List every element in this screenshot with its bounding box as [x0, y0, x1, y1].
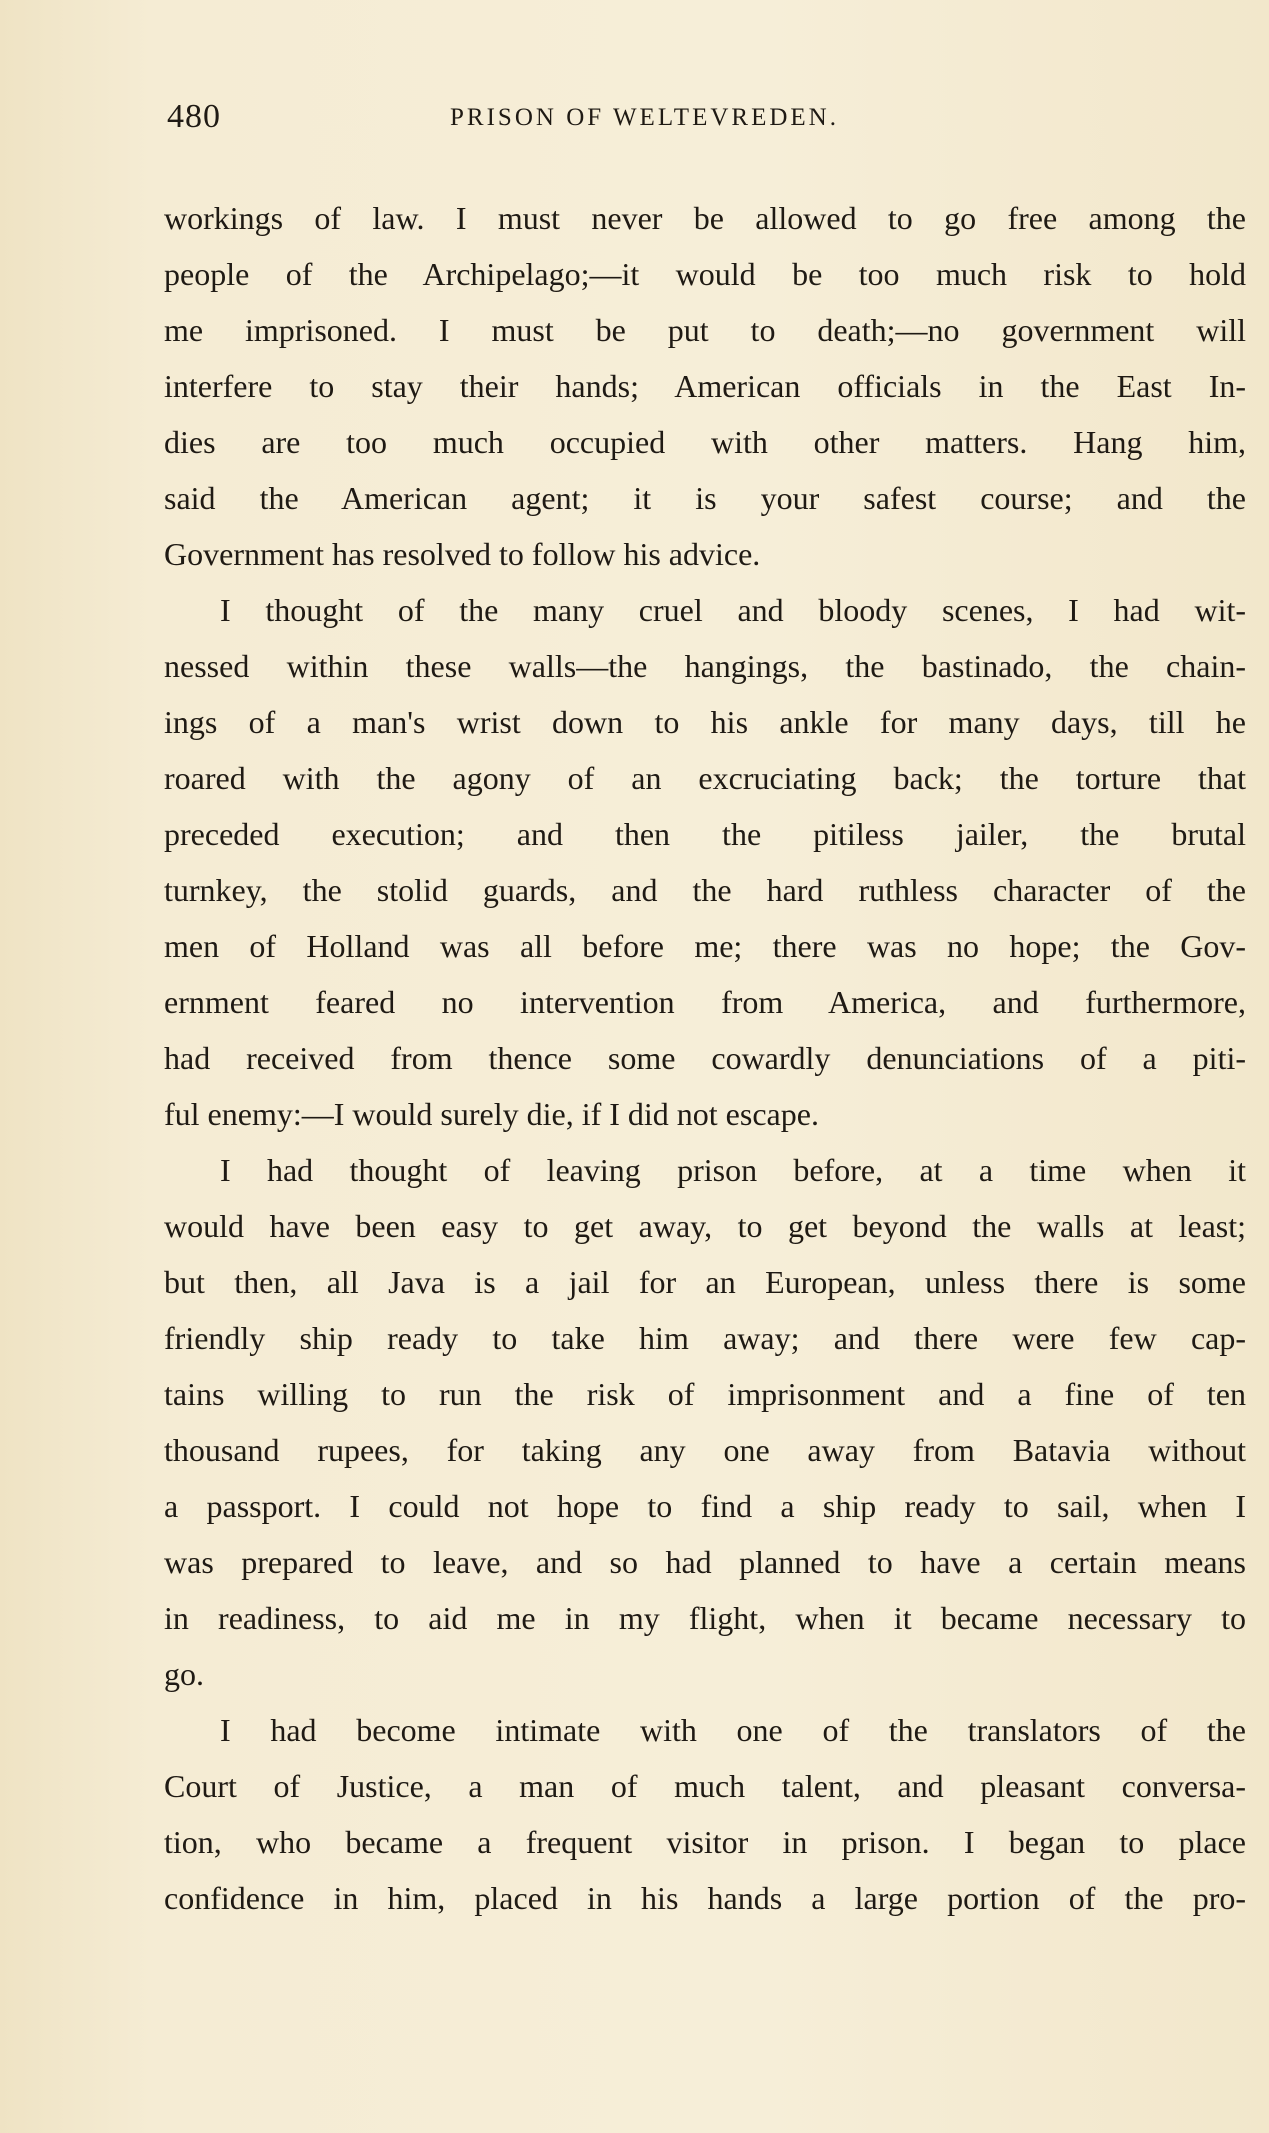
text-line: ernment feared no intervention from America, and furthermore, — [164, 984, 1246, 1020]
text-line: had received from thence some cowardly denunciations of a piti- — [164, 1040, 1246, 1076]
text-line: nessed within these walls—the hangings, the bastinado, the chain- — [164, 648, 1246, 684]
text-line: interfere to stay their hands; American officials in the East In- — [164, 368, 1246, 404]
text-line: dies are too much occupied with other matters. Hang him, — [164, 424, 1246, 460]
page-header — [167, 98, 1242, 148]
text-line: I had become intimate with one of the translators of the — [220, 1712, 1246, 1748]
text-line: me imprisoned. I must be put to death;—no government will — [164, 312, 1246, 348]
text-line: I thought of the many cruel and bloody scenes, I had wit- — [220, 592, 1246, 628]
text-line: a passport. I could not hope to find a ship ready to sail, when I — [164, 1488, 1246, 1524]
text-line: tains willing to run the risk of imprisonment and a fine of ten — [164, 1376, 1246, 1412]
text-line: friendly ship ready to take him away; and there were few cap- — [164, 1320, 1246, 1356]
text-line: was prepared to leave, and so had planned to have a certain means — [164, 1544, 1246, 1580]
text-line: Government has resolved to follow his advice. — [164, 536, 761, 572]
body-text — [164, 190, 1246, 1926]
text-line: in readiness, to aid me in my flight, when it became necessary to — [164, 1600, 1246, 1636]
text-line: workings of law. I must never be allowed to go free among the — [164, 200, 1246, 236]
text-line: Court of Justice, a man of much talent, and pleasant conversa- — [164, 1768, 1246, 1804]
text-line: preceded execution; and then the pitiless jailer, the brutal — [164, 816, 1246, 852]
text-line: turnkey, the stolid guards, and the hard ruthless character of the — [164, 872, 1246, 908]
text-line: ful enemy:—I would surely die, if I did not escape. — [164, 1096, 819, 1132]
text-line: but then, all Java is a jail for an European, unless there is some — [164, 1264, 1246, 1300]
text-line: ings of a man's wrist down to his ankle for many days, till he — [164, 704, 1246, 740]
text-line: go. — [164, 1656, 204, 1692]
text-line: people of the Archipelago;—it would be too much risk to hold — [164, 256, 1246, 292]
text-line: said the American agent; it is your safest course; and the — [164, 480, 1246, 516]
text-line: thousand rupees, for taking any one away from Batavia without — [164, 1432, 1246, 1468]
text-line: would have been easy to get away, to get beyond the walls at least; — [164, 1208, 1246, 1244]
text-line: confidence in him, placed in his hands a large portion of the pro- — [164, 1880, 1246, 1916]
text-line: I had thought of leaving prison before, at a time when it — [220, 1152, 1246, 1188]
running-head: PRISON OF WELTEVREDEN. — [450, 104, 839, 131]
page-number: 480 — [167, 98, 221, 135]
text-line: men of Holland was all before me; there was no hope; the Gov- — [164, 928, 1246, 964]
text-line: roared with the agony of an excruciating back; the torture that — [164, 760, 1246, 796]
text-line: tion, who became a frequent visitor in prison. I began to place — [164, 1824, 1246, 1860]
